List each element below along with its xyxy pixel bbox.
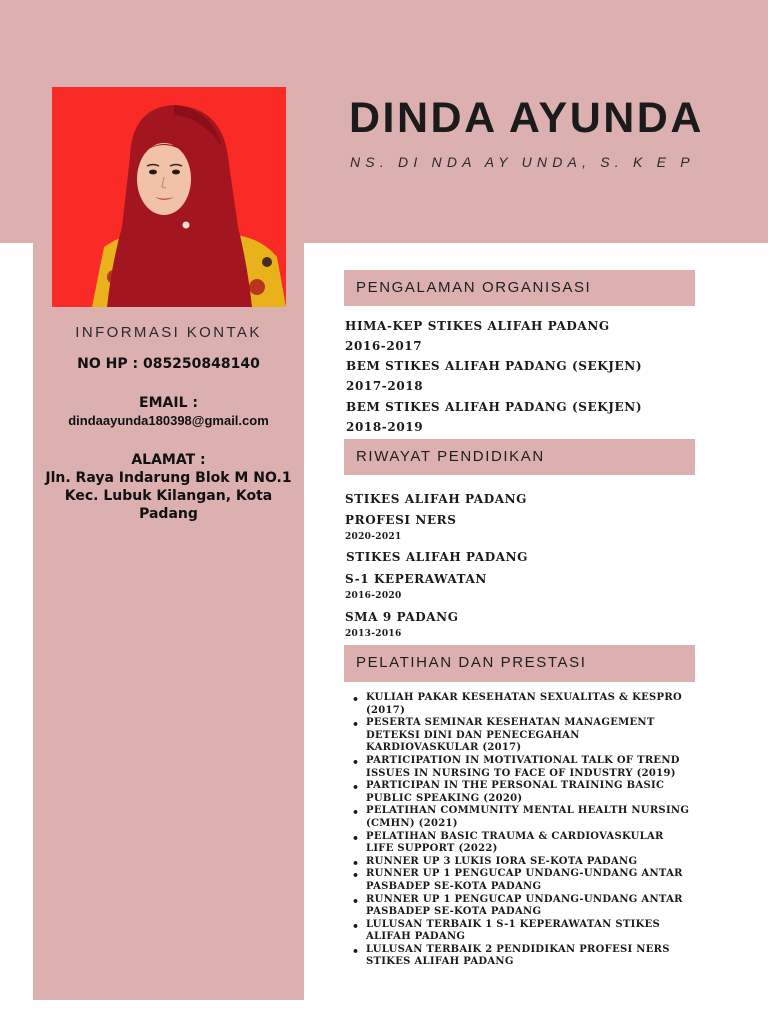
education-years: 2020-2021 [345, 532, 402, 542]
list-item: • RUNNER UP 1 PENGUCAP UNDANG-UNDANG ANTAR PASBADEP SE-KOTA PADANG [352, 868, 692, 893]
contact-heading: INFORMASI KONTAK [75, 324, 262, 341]
full-name: DINDA AYUNDA [349, 94, 704, 142]
training-list [352, 692, 692, 969]
contact-section [33, 318, 304, 523]
org-years: 2017-2018 [346, 379, 424, 393]
email-address[interactable]: dindaayunda180398@gmail.com [68, 413, 269, 428]
org-years: 2018-2019 [346, 420, 424, 434]
list-item: • RUNNER UP 3 LUKIS IORA SE-KOTA PADANG [352, 856, 692, 869]
org-entry: BEM STIKES ALIFAH PADANG (SEKJEN) [346, 400, 643, 414]
email-label: EMAIL : [139, 395, 198, 411]
list-item: • PELATIHAN BASIC TRAUMA & CARDIOVASKULAR LIFE SUPPORT (2022) [352, 831, 692, 856]
list-item: • KULIAH PAKAR KESEHATAN SEXUALITAS & KESPRO (2017) [352, 692, 692, 717]
section-pendidikan-header [344, 439, 695, 475]
school-name: STIKES ALIFAH PADANG [346, 550, 529, 564]
list-item: • PESERTA SEMINAR KESEHATAN MANAGEMENT DETEKSI DINI DAN PENECEGAHAN KARDIOVASKULAR (2017) [352, 717, 692, 755]
professional-title: NS. DI NDA AY UNDA, S. K E P [350, 154, 695, 170]
list-item: • PARTICIPAN IN THE PERSONAL TRAINING BASIC PUBLIC SPEAKING (2020) [352, 780, 692, 805]
profile-photo [52, 87, 286, 307]
org-entry: BEM STIKES ALIFAH PADANG (SEKJEN) [346, 359, 643, 373]
phone-number: NO HP : 085250848140 [77, 356, 260, 372]
section-title: RIWAYAT PENDIDIKAN [356, 448, 545, 465]
school-name: SMA 9 PADANG [345, 610, 459, 624]
org-entry: HIMA-KEP STIKES ALIFAH PADANG [345, 319, 610, 333]
education-years: 2016-2020 [345, 591, 402, 601]
list-item: • RUNNER UP 1 PENGUCAP UNDANG-UNDANG ANTAR PASBADEP SE-KOTA PADANG [352, 894, 692, 919]
section-title: PELATIHAN DAN PRESTASI [356, 654, 587, 671]
address-label: ALAMAT : [131, 452, 206, 468]
address-line-1: Jln. Raya Indarung Blok M NO.1 [45, 470, 292, 486]
education-years: 2013-2016 [345, 629, 402, 639]
section-organisasi-header [344, 270, 695, 306]
program-name: S-1 KEPERAWATAN [345, 572, 487, 586]
list-item: • LULUSAN TERBAIK 2 PENDIDIKAN PROFESI NERS STIKES ALIFAH PADANG [352, 944, 692, 969]
list-item: • PELATIHAN COMMUNITY MENTAL HEALTH NURSING (CMHN) (2021) [352, 805, 692, 830]
section-title: PENGALAMAN ORGANISASI [356, 279, 592, 296]
school-name: STIKES ALIFAH PADANG [345, 492, 528, 506]
list-item: • LULUSAN TERBAIK 1 S-1 KEPERAWATAN STIKES ALIFAH PADANG [352, 919, 692, 944]
address-line-2: Kec. Lubuk Kilangan, Kota Padang [64, 488, 273, 522]
org-years: 2016-2017 [345, 339, 423, 353]
section-pelatihan-header [344, 645, 695, 682]
list-item: • PARTICIPATION IN MOTIVATIONAL TALK OF TREND ISSUES IN NURSING TO FACE OF INDUSTRY (2019) [352, 755, 692, 780]
program-name: PROFESI NERS [345, 513, 457, 527]
